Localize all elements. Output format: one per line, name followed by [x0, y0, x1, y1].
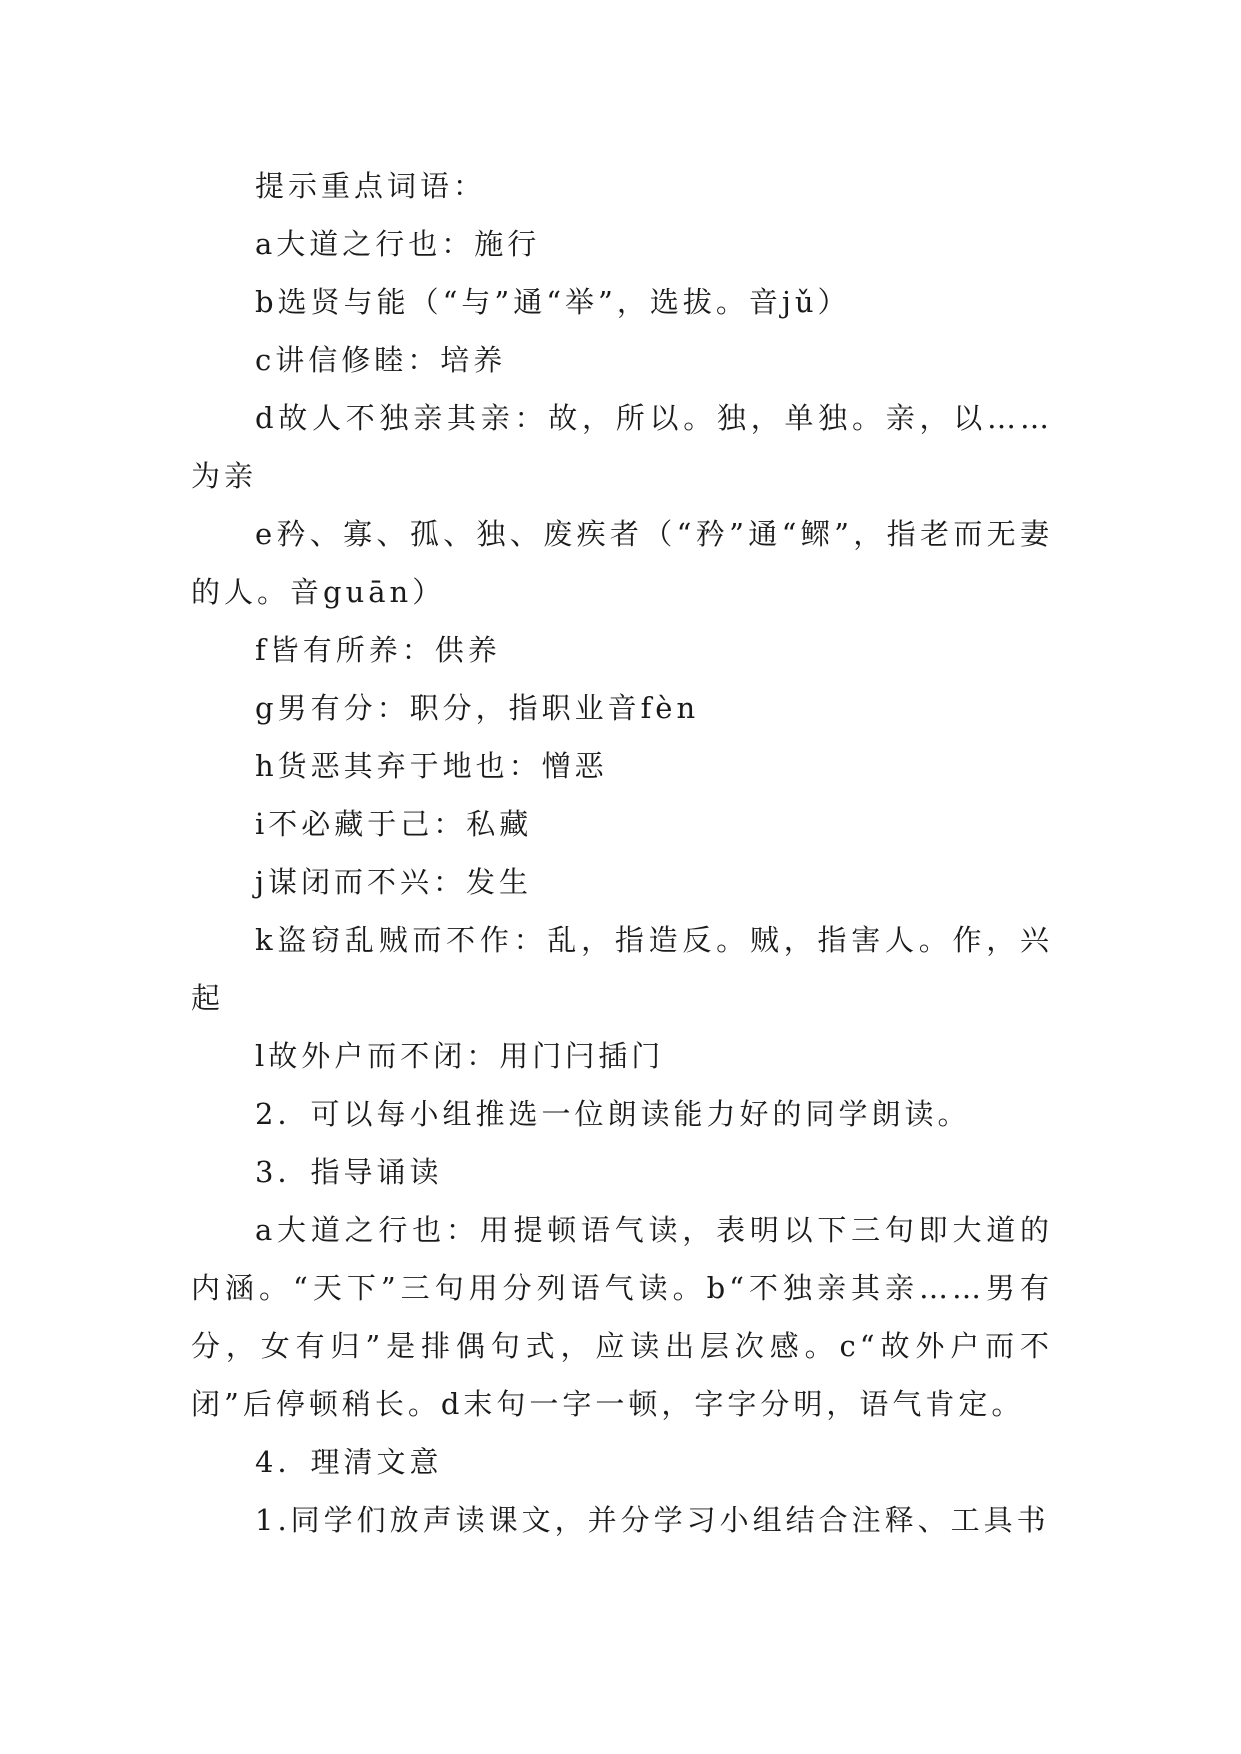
paragraph-step-4-1: 1.同学们放声读课文，并分学习小组结合注释、工具书 — [255, 1503, 1050, 1537]
paragraph-item-k: k盗窃乱贼而不作：乱，指造反。贼，指害人。作，兴起 — [191, 923, 1053, 1015]
paragraph-item-g: g男有分：职分，指职业音fèn — [255, 691, 700, 725]
paragraph-step-4-heading: 4．理清文意 — [255, 1445, 443, 1479]
paragraph-item-a: a大道之行也：施行 — [255, 227, 541, 261]
paragraph-item-d: d故人不独亲其亲：故，所以。独，单独。亲，以……为亲 — [191, 401, 1053, 493]
paragraph-item-c: c讲信修睦：培养 — [255, 343, 507, 377]
paragraph-step-2: 2．可以每小组推选一位朗读能力好的同学朗读。 — [255, 1097, 971, 1131]
paragraph-item-b: b选贤与能（“与”通“举”，选拔。音jǔ） — [255, 285, 851, 319]
document-body — [191, 157, 1053, 1549]
paragraph-item-j: j谋闭而不兴：发生 — [255, 865, 532, 899]
paragraph-reading-guidance: a大道之行也：用提顿语气读，表明以下三句即大道的内涵。“天下”三句用分列语气读。b“不独亲其亲……男有分，女有归”是排偶句式，应读出层次感。c“故外户而不闭”后停顿稍长。d末句一字一顿，字字分明，语气肯定。 — [191, 1213, 1053, 1421]
paragraph-item-l: l故外户而不闭：用门闩插门 — [255, 1039, 665, 1073]
paragraph-item-i: i不必藏于己：私藏 — [255, 807, 533, 841]
paragraph-item-h: h货恶其弃于地也：憎恶 — [255, 749, 608, 783]
paragraph-item-f: f皆有所养：供养 — [255, 633, 501, 667]
paragraph-item-e: e矜、寡、孤、独、废疾者（“矜”通“鳏”，指老而无妻的人。音guān） — [191, 517, 1053, 609]
paragraph-step-3-heading: 3．指导诵读 — [255, 1155, 443, 1189]
paragraph-heading-key-words: 提示重点词语： — [255, 169, 487, 203]
